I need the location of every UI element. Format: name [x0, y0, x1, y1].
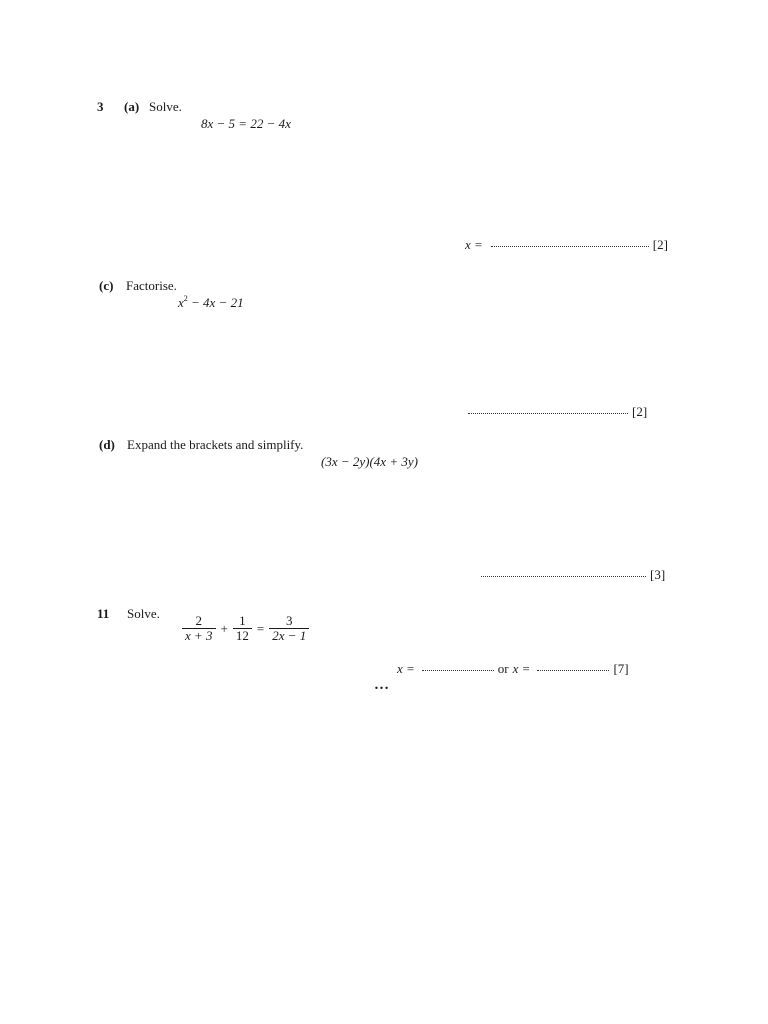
equals-sign: =	[256, 620, 265, 636]
part-a-answer-line[interactable]	[465, 236, 668, 254]
question-11-answer-dots-2[interactable]	[537, 670, 609, 671]
part-d-marks: [3]	[650, 567, 666, 582]
question-11-marks: [7]	[613, 661, 629, 676]
part-c-marks: [2]	[632, 404, 648, 419]
fraction-2-numerator: 1	[239, 613, 246, 628]
question-11-or-text: or	[497, 661, 509, 676]
question-11-equation	[182, 614, 309, 643]
question-11-answer-prefix-2: x =	[512, 661, 531, 676]
part-d-instruction: Expand the brackets and simplify.	[127, 437, 304, 452]
part-a-instruction: Solve.	[149, 99, 182, 114]
part-a-answer-dots[interactable]	[491, 246, 649, 247]
part-c-answer-line[interactable]	[468, 403, 647, 421]
part-d-answer-line[interactable]	[481, 566, 665, 584]
part-c-instruction: Factorise.	[126, 278, 177, 293]
question-11-answer-line[interactable]	[397, 660, 629, 678]
part-a-marks: [2]	[652, 237, 668, 252]
fraction-1-denominator: x + 3	[182, 628, 216, 643]
part-c-expr-base: x	[178, 295, 184, 310]
question-3-number: 3	[97, 99, 104, 114]
part-c-expr-rest: − 4x − 21	[187, 295, 244, 310]
fraction-2	[233, 614, 252, 643]
part-c-answer-dots[interactable]	[468, 413, 628, 414]
fraction-1	[182, 614, 216, 643]
fraction-3-numerator: 3	[286, 613, 293, 628]
plus-sign: +	[220, 620, 228, 636]
part-c-label: (c)	[99, 278, 114, 293]
part-d-expression: (3x − 2y)(4x + 3y)	[321, 454, 418, 469]
part-d-answer-dots[interactable]	[481, 576, 646, 577]
part-a-label: (a)	[124, 99, 140, 114]
part-a-answer-prefix: x =	[465, 237, 483, 252]
question-11-answer-dots-1[interactable]	[422, 670, 494, 671]
question-11-number: 11	[97, 606, 110, 621]
part-c-expr-exponent: 2	[183, 294, 188, 303]
part-d-label: (d)	[99, 437, 115, 452]
fraction-3	[269, 614, 309, 643]
question-11-instruction: Solve.	[127, 606, 160, 621]
fraction-1-numerator: 2	[195, 613, 203, 628]
question-11-answer-prefix-1: x =	[397, 661, 415, 676]
ellipsis: …	[374, 677, 389, 693]
part-a-equation: 8x − 5 = 22 − 4x	[201, 116, 291, 131]
part-c-expression	[178, 295, 244, 311]
fraction-2-denominator: 12	[233, 628, 252, 643]
fraction-3-denominator: 2x − 1	[269, 628, 309, 643]
